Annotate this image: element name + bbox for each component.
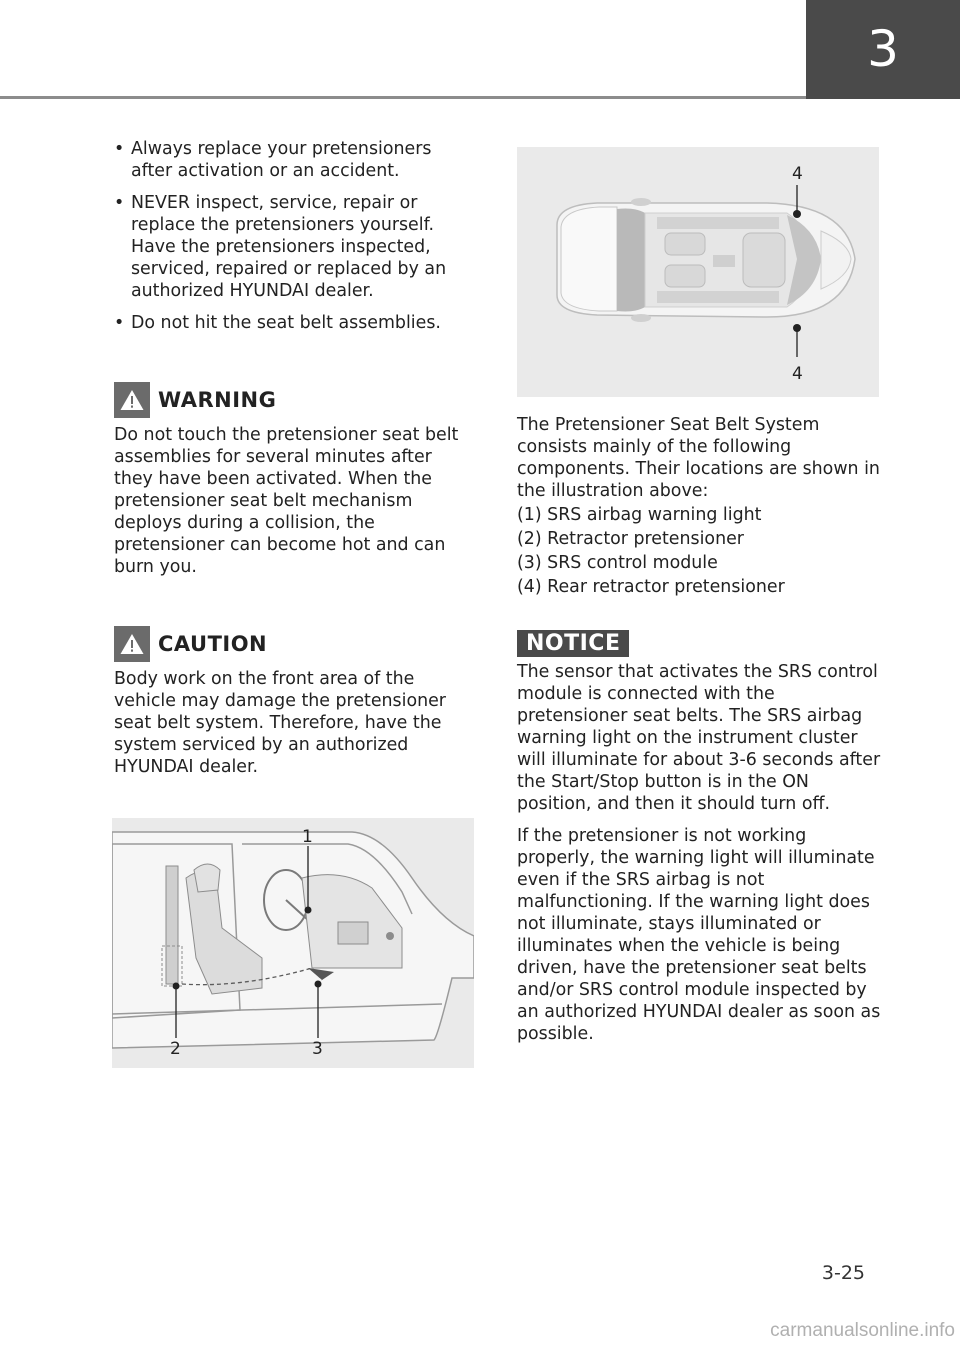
- list-item: (2) Retractor pretensioner: [517, 529, 744, 549]
- notice-paragraph: The sensor that activates the SRS control module is connected with the pretensioner seat belts. The SRS airbag warning light on the instrument cluster will illuminate for about 3-6 seconds after the Start/Stop button is in the ON position, and then it should turn off.: [517, 662, 881, 814]
- caution-heading: [114, 626, 476, 662]
- intro-paragraph: The Pretensioner Seat Belt System consists mainly of the following components. Their locations are shown in the illustration above:: [517, 415, 880, 501]
- header-rule: [0, 96, 806, 99]
- caution-text: Body work on the front area of the vehicle may damage the pretensioner seat belt system. Therefore, have the system serviced by an authorized HYUNDAI dealer.: [114, 669, 446, 777]
- side-view-illustration: [112, 818, 474, 1068]
- callout-label: 2: [170, 1039, 181, 1059]
- callout-label: 1: [302, 827, 313, 847]
- caution-title: CAUTION: [158, 632, 268, 656]
- list-item: (4) Rear retractor pretensioner: [517, 577, 785, 597]
- chapter-tab: 3: [806, 0, 960, 99]
- list-item: • Do not hit the seat belt assemblies.: [114, 312, 476, 334]
- component-list: [517, 504, 881, 598]
- callout-label: 3: [312, 1039, 323, 1059]
- notice-paragraph: If the pretensioner is not working properly, the warning light will illuminate even if the SRS airbag is not malfunctioning. If the warning light does not illuminate, stays illuminated or illuminates when the vehicle is being driven, have the pretensioner seat belts and/or SRS control module inspected by an authorized HYUNDAI dealer as soon as possible.: [517, 826, 881, 1044]
- warning-heading: [114, 382, 476, 418]
- list-item: (1) SRS airbag warning light: [517, 505, 762, 525]
- warning-triangle-icon: [114, 382, 150, 418]
- list-item: • NEVER inspect, service, repair or replace the pretensioners yourself. Have the pretensioners inspected, serviced, repaired or replaced by an authorized HYUNDAI dealer.: [114, 192, 476, 302]
- list-item: • Always replace your pretensioners after activation or an accident.: [114, 138, 476, 182]
- page-number: 3-25: [821, 1262, 865, 1284]
- warning-title: WARNING: [158, 388, 277, 412]
- notice-label: NOTICE: [517, 630, 629, 657]
- list-item: (3) SRS control module: [517, 553, 718, 573]
- right-column: [517, 414, 881, 1055]
- callout-label: 4: [792, 364, 803, 384]
- callout-label: 4: [792, 164, 803, 184]
- caution-triangle-icon: [114, 626, 150, 662]
- left-column: [114, 138, 476, 778]
- notice-block: [517, 600, 881, 1045]
- bullet-list: [114, 138, 476, 334]
- top-view-illustration: [517, 147, 879, 397]
- watermark: carmanualsonline.info: [770, 1320, 955, 1341]
- warning-text: Do not touch the pretensioner seat belt assemblies for several minutes after they have been activated. When the pretensioner seat belt mechanism deploys during a collision, the pretensioner can become hot and can burn you.: [114, 425, 459, 577]
